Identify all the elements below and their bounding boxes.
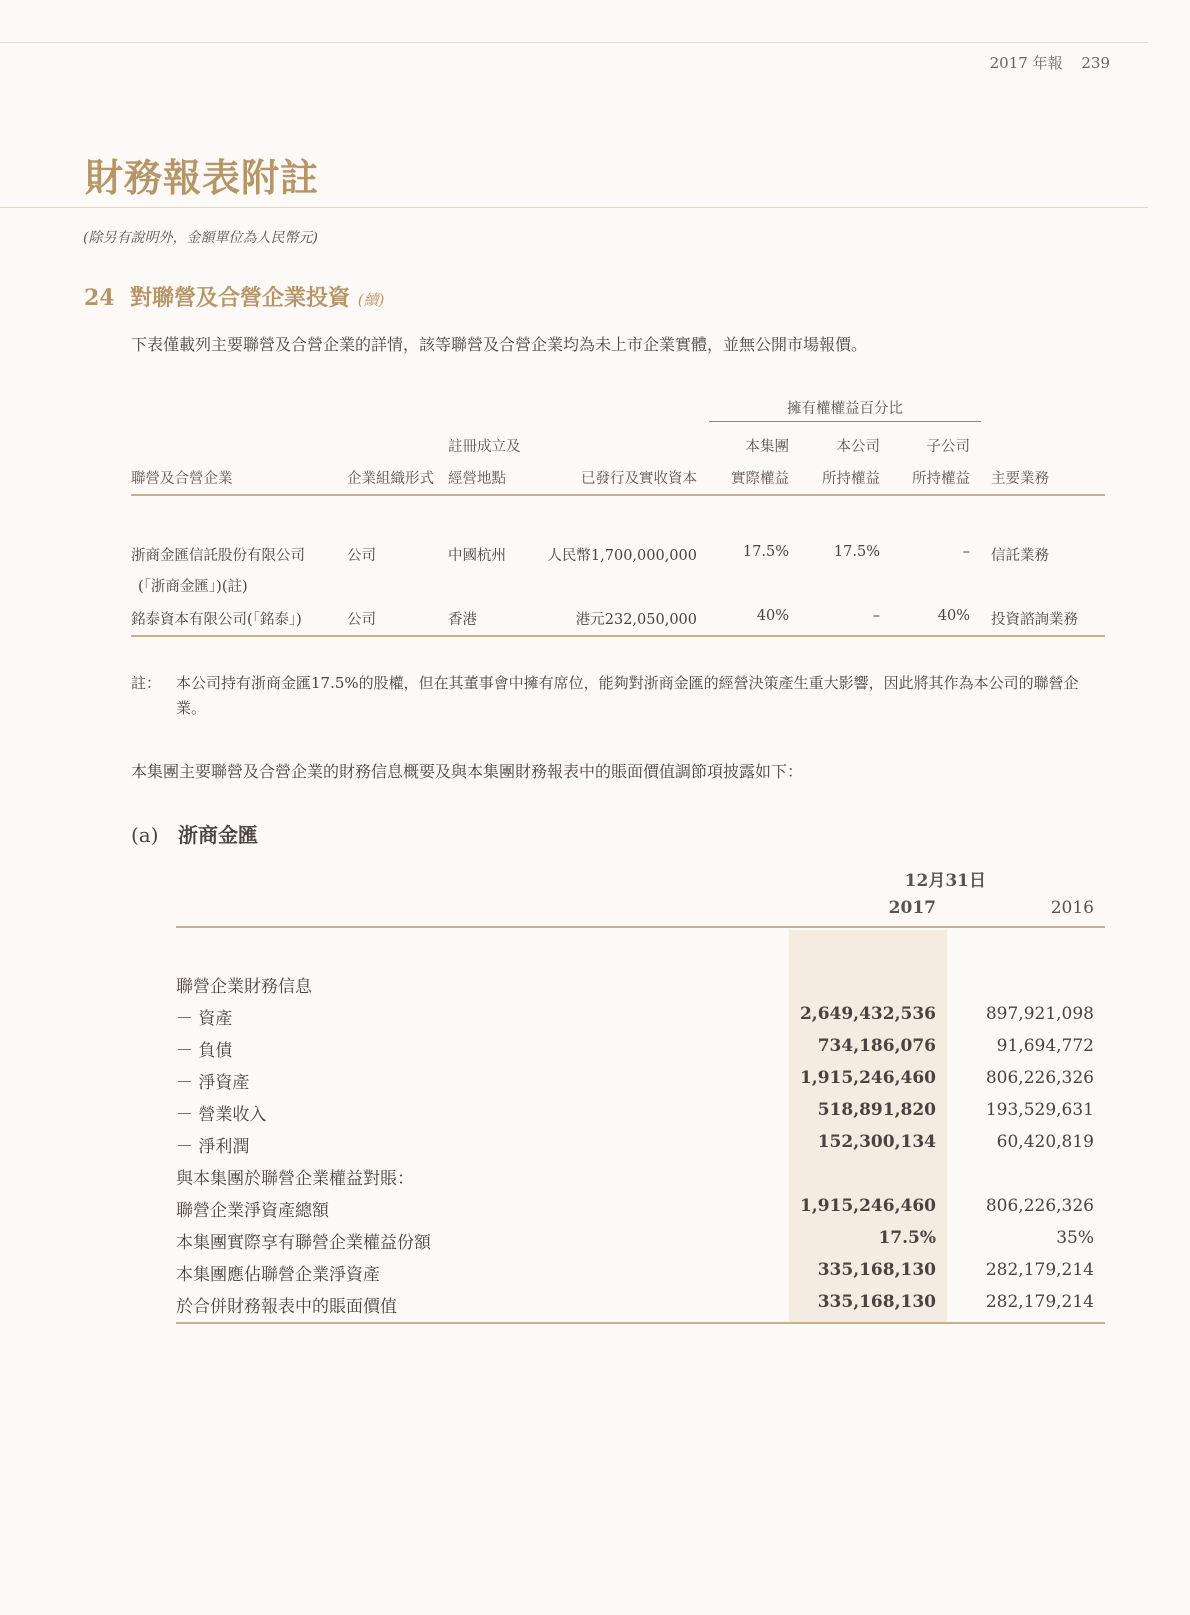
value-2016: 897,921,098: [985, 1004, 1094, 1024]
summary-intro: 本集團主要聯營及合營企業的財務信息概要及與本集團財務報表中的賬面價值調節項披露如下：: [131, 762, 804, 781]
row-label: － 營業收入: [176, 1105, 267, 1125]
row-label: － 負債: [176, 1041, 233, 1061]
row-label: 聯營企業淨資產總額: [176, 1201, 329, 1221]
col-place-line1: 註冊成立及: [448, 439, 521, 455]
value-2016: 91,694,772: [996, 1036, 1094, 1056]
value-2017: 1,915,246,460: [799, 1196, 936, 1216]
subsection-title: 浙商金匯: [178, 823, 258, 847]
row-label: － 淨資產: [176, 1073, 250, 1093]
section-heading: [84, 281, 384, 312]
subsection-heading: [131, 819, 258, 848]
year-current-header: 2017: [888, 898, 936, 918]
cell-place: 中國杭州: [448, 548, 506, 564]
page-title: 財務報表附註: [85, 155, 320, 200]
value-2017: 152,300,134: [817, 1132, 936, 1152]
cell-company-interest: –: [872, 608, 880, 624]
value-2016: 282,179,214: [985, 1260, 1094, 1280]
title-rule: [0, 207, 1148, 208]
cell-company-interest: 17.5%: [833, 544, 880, 560]
cell-group-interest: 17.5%: [742, 544, 789, 560]
row-label: 聯營企業財務信息: [176, 977, 312, 997]
cell-business: 信託業務: [991, 548, 1049, 564]
row-label: 與本集團於聯營企業權益對賬：: [176, 1169, 414, 1189]
value-2016: 806,226,326: [985, 1068, 1094, 1088]
cell-entity-form: 公司: [347, 612, 376, 628]
cell-capital: 人民幣1,700,000,000: [547, 548, 697, 564]
year-prior-header: 2016: [1050, 898, 1094, 918]
value-2016: 282,179,214: [985, 1292, 1094, 1312]
cell-name-line2: (「浙商金匯」)(註): [138, 579, 248, 595]
col-place-line2: 經營地點: [448, 471, 506, 487]
col-capital: 已發行及實收資本: [581, 471, 697, 487]
associates-header-rule: [131, 494, 1105, 496]
top-rule: [0, 42, 1148, 43]
page-number: 239: [1081, 54, 1110, 72]
intro-paragraph: 下表僅載列主要聯營及合營企業的詳情，該等聯營及合營企業均為未上市企業實體，並無公開市場報價。: [131, 335, 868, 354]
col-group-line2: 實際權益: [731, 471, 789, 487]
cell-name: 浙商金匯信託股份有限公司: [131, 548, 305, 564]
value-2017: 518,891,820: [817, 1100, 936, 1120]
cell-name: 銘泰資本有限公司(「銘泰」): [131, 612, 302, 628]
value-2017: 1,915,246,460: [799, 1068, 936, 1088]
row-label: 本集團應佔聯營企業淨資產: [176, 1265, 380, 1285]
row-label: 本集團實際享有聯營企業權益份額: [176, 1233, 431, 1253]
col-group-line1: 本集團: [745, 439, 789, 455]
associates-bottom-rule: [131, 635, 1105, 637]
group-header: 擁有權權益百分比: [787, 401, 903, 417]
value-2016: 806,226,326: [985, 1196, 1094, 1216]
value-2017: 2,649,432,536: [799, 1004, 936, 1024]
financial-header-rule: [176, 926, 1105, 928]
page-header: [976, 52, 1110, 73]
col-company-line2: 所持權益: [822, 471, 880, 487]
group-header-rule: [709, 421, 981, 422]
value-2017: 335,168,130: [817, 1292, 936, 1312]
cell-subsidiary-interest: –: [962, 544, 970, 560]
col-name: 聯營及合營企業: [131, 471, 233, 487]
value-2017: 335,168,130: [817, 1260, 936, 1280]
year-label: 2017 年報: [989, 54, 1063, 72]
value-2016: 35%: [1056, 1228, 1094, 1248]
value-2016: 193,529,631: [985, 1100, 1094, 1120]
value-2016: 60,420,819: [996, 1132, 1094, 1152]
financial-bottom-rule: [176, 1322, 1105, 1324]
col-business: 主要業務: [991, 471, 1049, 487]
col-subsidiary-line2: 所持權益: [912, 471, 970, 487]
note-label: 註：: [131, 674, 162, 692]
cell-business: 投資諮詢業務: [991, 612, 1078, 628]
col-entity-form: 企業組織形式: [347, 471, 434, 487]
note-text: 本公司持有浙商金匯17.5%的股權，但在其董事會中擁有席位，能夠對浙商金匯的經營決策產生重大影響，因此將其作為本公司的聯營企業。: [176, 674, 1079, 717]
value-2017: 17.5%: [878, 1228, 936, 1248]
cell-entity-form: 公司: [347, 548, 376, 564]
section-continued: (續): [357, 291, 385, 309]
row-label: － 淨利潤: [176, 1137, 250, 1157]
col-subsidiary-line1: 子公司: [926, 439, 970, 455]
row-label: 於合併財務報表中的賬面價值: [176, 1297, 397, 1317]
cell-subsidiary-interest: 40%: [937, 608, 970, 624]
cell-group-interest: 40%: [756, 608, 789, 624]
subsection-label: (a): [131, 823, 159, 847]
section-number: 24: [84, 285, 115, 311]
row-label: － 資產: [176, 1009, 233, 1029]
col-company-line1: 本公司: [836, 439, 880, 455]
section-title: 對聯營及合營企業投資: [130, 285, 351, 311]
value-2017: 734,186,076: [817, 1036, 936, 1056]
cell-place: 香港: [448, 612, 477, 628]
cell-capital: 港元232,050,000: [575, 612, 697, 628]
unit-note: (除另有說明外，金額單位為人民幣元): [83, 230, 318, 246]
date-header: 12月31日: [904, 871, 986, 891]
